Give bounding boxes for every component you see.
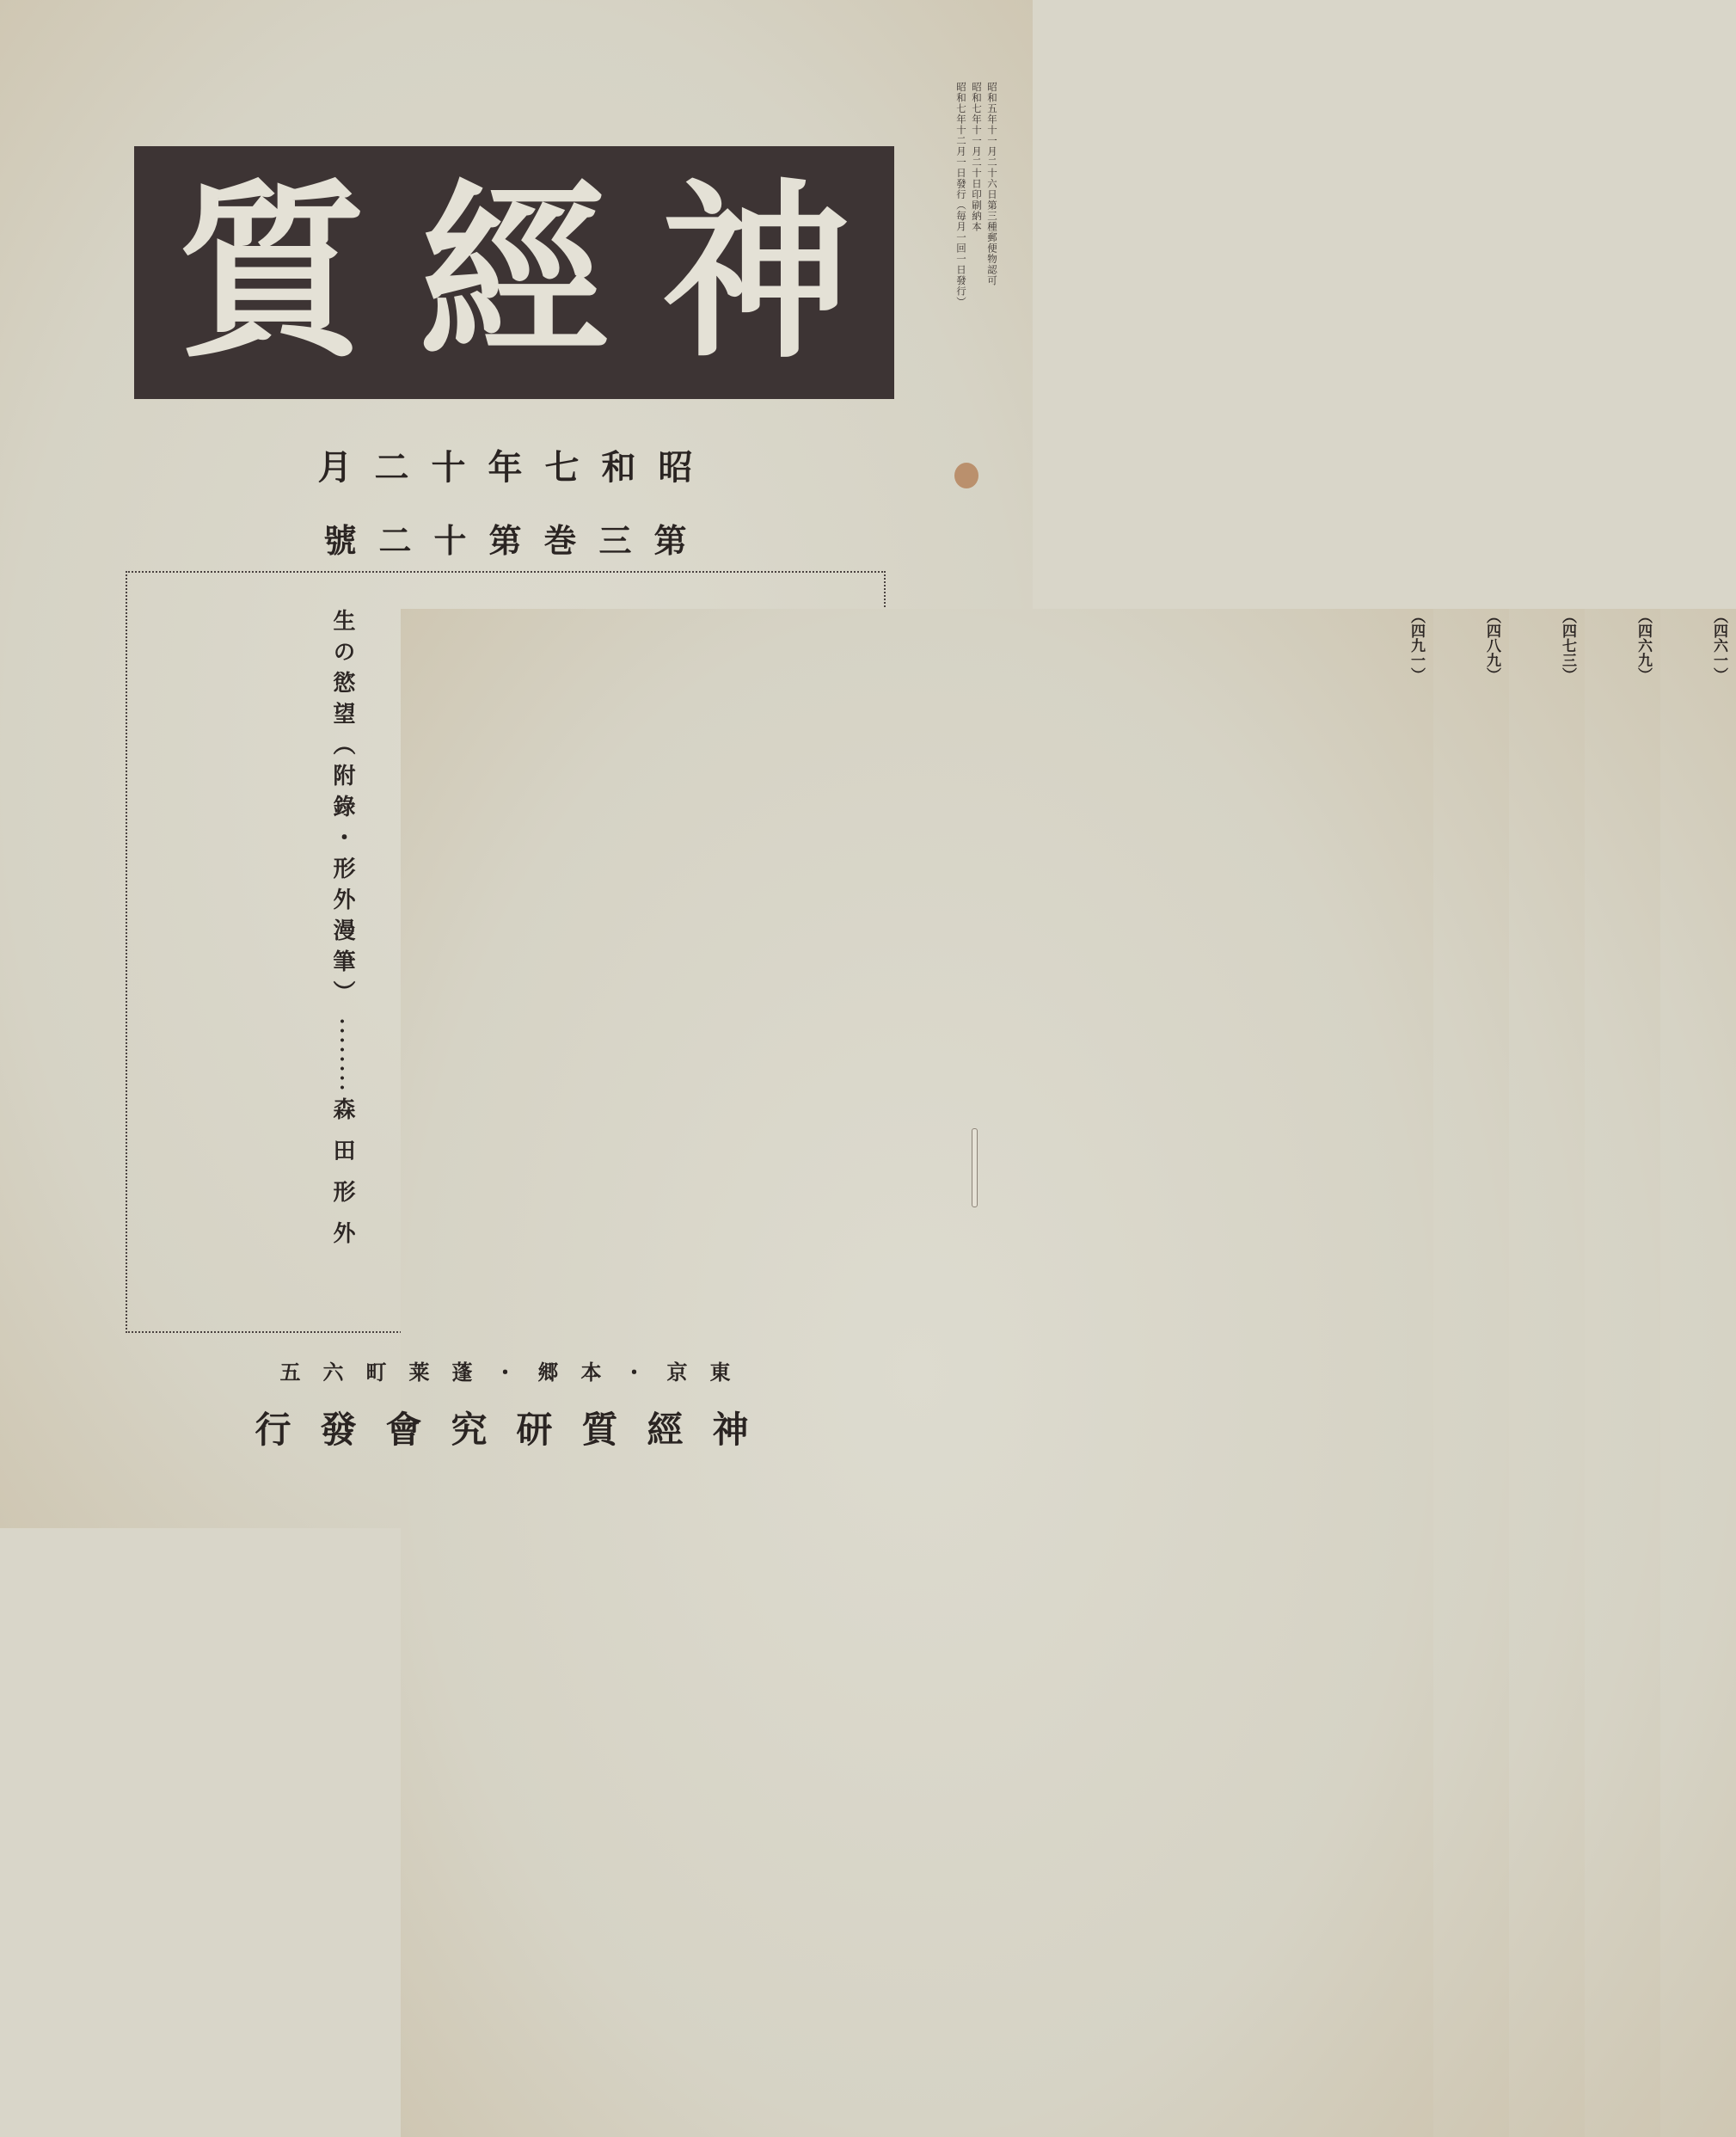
postal-line: 昭和五年十一月二十六日第三種郵便物認可 — [986, 82, 998, 286]
toc-page: （四九一） — [401, 609, 1433, 2137]
postal-line: 昭和七年十一月二十日印刷納本 — [971, 82, 983, 232]
masthead-char: 經 — [419, 161, 609, 384]
masthead — [134, 146, 894, 399]
masthead-char: 質 — [177, 161, 367, 384]
table-of-contents — [126, 571, 1727, 1333]
issue-line: 第三巻第十二號 — [323, 521, 709, 560]
toc-page: （四八九） — [476, 609, 1509, 2137]
date-line: 昭和七年十二月 — [317, 447, 715, 488]
postal-line: 昭和七年十二月一日發行（毎月一回一日發行） — [955, 82, 967, 308]
toc-title: 生の慾望（附錄・形外漫筆） — [329, 609, 355, 1011]
toc-entry — [325, 609, 359, 1262]
publisher-name: 神經質研究會發行 — [255, 1409, 778, 1451]
postal-notice — [955, 82, 998, 451]
page-edge-mark — [972, 1128, 978, 1207]
toc-page: （四七三） — [552, 609, 1585, 2137]
toc-entry — [401, 609, 1425, 1302]
toc-page: （四六一） — [703, 609, 1736, 2137]
publisher-address: 東京・本郷・蓬莱町六五 — [279, 1360, 753, 1385]
toc-leader — [340, 1016, 344, 1092]
toc-page: （四六九） — [628, 609, 1660, 2137]
masthead-char: 神 — [661, 161, 851, 384]
toc-author: 森田形外 — [329, 1097, 355, 1262]
